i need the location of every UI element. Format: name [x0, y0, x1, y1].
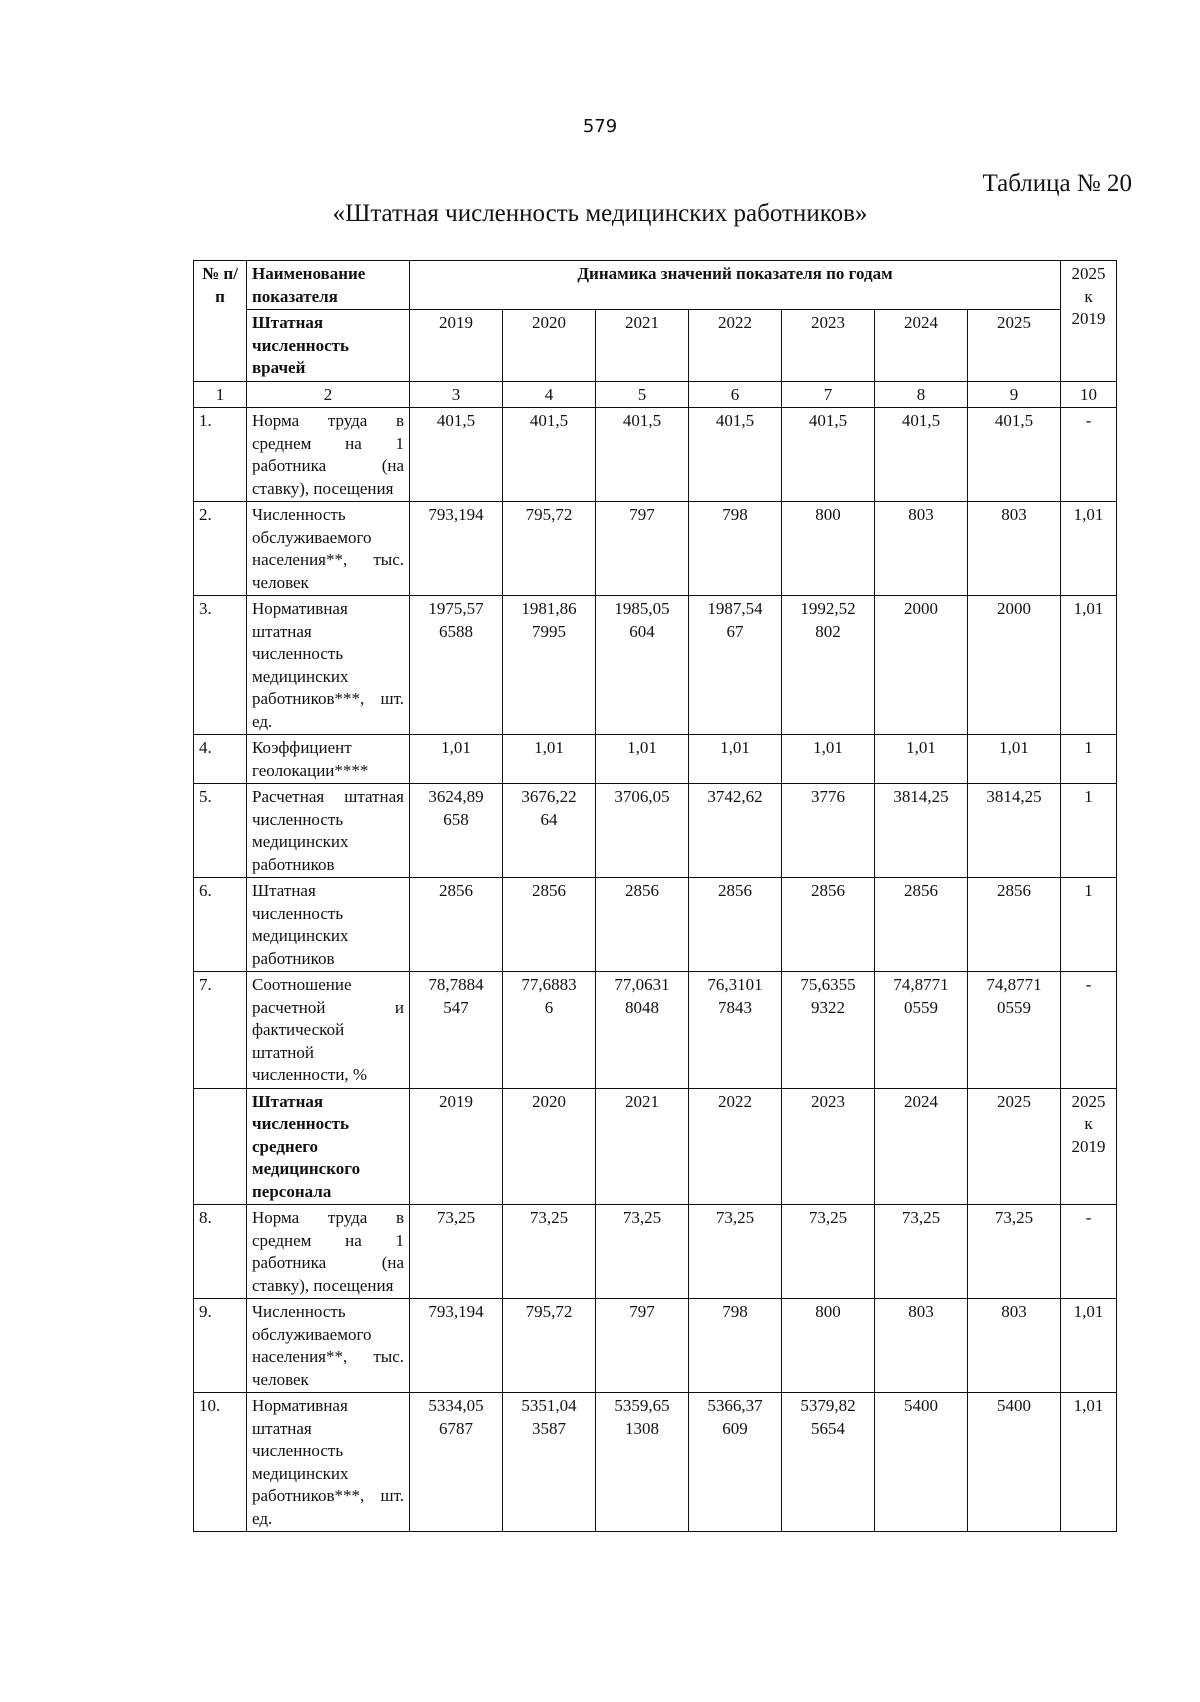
value-cell	[968, 1299, 1061, 1393]
value-text: 3776	[811, 787, 845, 806]
row-ratio: 1,01	[1061, 502, 1117, 596]
row-name: Норма труда в среднем на 1 работника (на ставку), посещения	[247, 408, 410, 502]
section-ratio: 2025 к 2019	[1061, 1088, 1117, 1205]
row-name: Расчетная штатная численность медицинских работников	[247, 784, 410, 878]
row-name: Соотношение расчетной и фактической штатной численности, %	[247, 972, 410, 1089]
value-text: 401,5	[808, 411, 848, 430]
header-year: 2023	[782, 310, 875, 382]
value-cell	[689, 408, 782, 502]
value-text: 5334,05 6787	[428, 1396, 484, 1438]
value-text: 803	[1001, 505, 1027, 524]
value-cell	[689, 735, 782, 784]
value-cell	[596, 878, 689, 972]
value-cell	[875, 408, 968, 502]
row-ratio: -	[1061, 408, 1117, 502]
value-cell	[875, 972, 968, 1089]
value-cell	[875, 1205, 968, 1299]
row-ratio: -	[1061, 1205, 1117, 1299]
row-number: 9.	[194, 1299, 247, 1393]
header-name: Наименование показателя	[247, 261, 410, 310]
value-cell	[689, 502, 782, 596]
value-cell	[410, 878, 503, 972]
value-text: 5400	[904, 1396, 938, 1415]
value-text: 401,5	[529, 411, 569, 430]
value-text: 1,01	[906, 738, 936, 757]
value-text: 1975,57 6588	[428, 599, 484, 641]
value-cell	[503, 596, 596, 735]
value-cell	[689, 972, 782, 1089]
value-cell	[410, 1205, 503, 1299]
value-cell	[968, 1393, 1061, 1532]
row-name: Численность обслуживаемого населения**, тыс. человек	[247, 1299, 410, 1393]
value-text: 803	[1001, 1302, 1027, 1321]
value-text: 1992,52 802	[800, 599, 856, 641]
header-year: 2020	[503, 310, 596, 382]
section-year: 2019	[410, 1088, 503, 1205]
row-number: 2.	[194, 502, 247, 596]
value-text: 75,6355 9322	[800, 975, 856, 1017]
value-cell	[782, 408, 875, 502]
value-text: 401,5	[715, 411, 755, 430]
value-text: 1,01	[999, 738, 1029, 757]
value-cell	[503, 784, 596, 878]
value-cell	[503, 1299, 596, 1393]
row-ratio: 1	[1061, 784, 1117, 878]
value-text: 5359,65 1308	[614, 1396, 670, 1438]
page-number: 579	[582, 116, 618, 137]
table-row	[194, 878, 1117, 972]
value-cell	[782, 972, 875, 1089]
header-ratio: 2025 к 2019	[1061, 261, 1117, 382]
table-row	[194, 735, 1117, 784]
row-name: Штатная численность медицинских работников	[247, 878, 410, 972]
row-ratio: 1	[1061, 735, 1117, 784]
column-number: 10	[1061, 381, 1117, 408]
value-text: 73,25	[436, 1208, 476, 1227]
value-text: 3814,25	[986, 787, 1042, 806]
column-number: 7	[782, 381, 875, 408]
value-text: 73,25	[808, 1208, 848, 1227]
value-cell	[875, 784, 968, 878]
value-text: 803	[908, 1302, 934, 1321]
value-cell	[689, 784, 782, 878]
column-number: 1	[194, 381, 247, 408]
value-cell	[596, 1393, 689, 1532]
value-cell	[782, 596, 875, 735]
row-ratio: 1,01	[1061, 1299, 1117, 1393]
section-year: 2020	[503, 1088, 596, 1205]
value-text: 401,5	[994, 411, 1034, 430]
row-number: 8.	[194, 1205, 247, 1299]
value-cell	[968, 596, 1061, 735]
value-cell	[410, 1393, 503, 1532]
row-name: Нормативная штатная численность медицинских работников***, шт. ед.	[247, 1393, 410, 1532]
column-number: 2	[247, 381, 410, 408]
value-text: 3624,89 658	[428, 787, 484, 829]
value-text: 795,72	[525, 505, 573, 524]
column-number: 3	[410, 381, 503, 408]
value-cell	[410, 408, 503, 502]
document-title: «Штатная численность медицинских работников»	[332, 200, 868, 227]
value-text: 2000	[904, 599, 938, 618]
value-cell	[503, 735, 596, 784]
value-text: 3742,62	[707, 787, 763, 806]
value-cell	[503, 502, 596, 596]
value-cell	[410, 735, 503, 784]
value-text: 1985,05 604	[614, 599, 670, 641]
table-row	[194, 1205, 1117, 1299]
value-cell	[689, 878, 782, 972]
value-text: 77,0631 8048	[614, 975, 670, 1017]
value-text: 74,8771 0559	[986, 975, 1042, 1017]
value-text: 797	[629, 505, 655, 524]
value-text: 3706,05	[614, 787, 670, 806]
value-text: 2856	[625, 881, 659, 900]
value-cell	[875, 502, 968, 596]
row-name: Численность обслуживаемого населения**, тыс. человек	[247, 502, 410, 596]
section-title-nurses: Штатная численность среднего медицинского персонала	[247, 1088, 410, 1205]
table-row	[194, 596, 1117, 735]
table-row	[194, 1299, 1117, 1393]
value-cell	[596, 735, 689, 784]
value-text: 2856	[811, 881, 845, 900]
value-cell	[782, 878, 875, 972]
value-text: 800	[815, 1302, 841, 1321]
value-text: 3676,22 64	[521, 787, 577, 829]
value-text: 793,194	[428, 505, 484, 524]
column-number: 6	[689, 381, 782, 408]
value-cell	[782, 735, 875, 784]
row-ratio: 1,01	[1061, 596, 1117, 735]
section-header-row	[194, 1088, 1117, 1205]
value-text: 2856	[718, 881, 752, 900]
value-text: 1987,54 67	[707, 599, 763, 641]
row-ratio: 1	[1061, 878, 1117, 972]
value-cell	[782, 784, 875, 878]
row-name: Коэффициент геолокации****	[247, 735, 410, 784]
value-text: 5379,82 5654	[800, 1396, 856, 1438]
header-year: 2019	[410, 310, 503, 382]
value-text: 76,3101 7843	[707, 975, 763, 1017]
header-row-2	[194, 310, 1117, 382]
value-cell	[596, 1299, 689, 1393]
value-text: 2856	[904, 881, 938, 900]
value-text: 5351,04 3587	[521, 1396, 577, 1438]
value-cell	[410, 972, 503, 1089]
value-text: 797	[629, 1302, 655, 1321]
value-cell	[968, 408, 1061, 502]
header-row-1	[194, 261, 1117, 310]
value-cell	[410, 502, 503, 596]
section-year: 2023	[782, 1088, 875, 1205]
value-cell	[410, 596, 503, 735]
value-cell	[410, 784, 503, 878]
value-text: 78,7884 547	[428, 975, 484, 1017]
value-cell	[875, 735, 968, 784]
row-name: Нормативная штатная численность медицинских работников***, шт. ед.	[247, 596, 410, 735]
section-year: 2022	[689, 1088, 782, 1205]
column-number: 5	[596, 381, 689, 408]
row-number: 5.	[194, 784, 247, 878]
value-text: 800	[815, 505, 841, 524]
value-cell	[782, 1205, 875, 1299]
value-text: 73,25	[715, 1208, 755, 1227]
value-cell	[596, 784, 689, 878]
column-number: 4	[503, 381, 596, 408]
value-text: 1,01	[441, 738, 471, 757]
value-cell	[689, 1205, 782, 1299]
row-number: 3.	[194, 596, 247, 735]
value-cell	[968, 784, 1061, 878]
value-cell	[782, 1299, 875, 1393]
header-year: 2025	[968, 310, 1061, 382]
header-num: № п/п	[194, 261, 247, 382]
value-cell	[689, 1299, 782, 1393]
value-cell	[503, 1205, 596, 1299]
table-row	[194, 1393, 1117, 1532]
table-row	[194, 502, 1117, 596]
value-text: 798	[722, 1302, 748, 1321]
value-cell	[875, 1393, 968, 1532]
value-text: 2000	[997, 599, 1032, 618]
row-number: 10.	[194, 1393, 247, 1532]
value-cell	[503, 408, 596, 502]
row-ratio: 1,01	[1061, 1393, 1117, 1532]
value-cell	[503, 972, 596, 1089]
section-title-doctors: Штатная численность врачей	[247, 310, 410, 382]
value-cell	[782, 1393, 875, 1532]
value-cell	[503, 878, 596, 972]
value-cell	[596, 596, 689, 735]
column-number: 8	[875, 381, 968, 408]
value-cell	[596, 408, 689, 502]
section-year: 2024	[875, 1088, 968, 1205]
value-cell	[968, 502, 1061, 596]
value-text: 401,5	[622, 411, 662, 430]
value-cell	[596, 972, 689, 1089]
row-number: 1.	[194, 408, 247, 502]
value-text: 2856	[439, 881, 473, 900]
section-year: 2021	[596, 1088, 689, 1205]
value-text: 1,01	[813, 738, 843, 757]
value-text: 2856	[997, 881, 1032, 900]
table-label: Таблица № 20	[982, 170, 1132, 197]
value-text: 5366,37 609	[707, 1396, 763, 1438]
value-cell	[968, 878, 1061, 972]
row-name: Норма труда в среднем на 1 работника (на ставку), посещения	[247, 1205, 410, 1299]
value-text: 2856	[532, 881, 566, 900]
value-text: 73,25	[529, 1208, 569, 1227]
table-row	[194, 408, 1117, 502]
value-text: 5400	[997, 1396, 1032, 1415]
value-cell	[596, 1205, 689, 1299]
value-text: 1981,86 7995	[521, 599, 577, 641]
value-cell	[689, 1393, 782, 1532]
value-text: 74,8771 0559	[893, 975, 949, 1017]
value-cell	[875, 878, 968, 972]
row-number: 7.	[194, 972, 247, 1089]
header-year: 2021	[596, 310, 689, 382]
row-number: 6.	[194, 878, 247, 972]
value-text: 795,72	[525, 1302, 573, 1321]
value-text: 798	[722, 505, 748, 524]
value-cell	[782, 502, 875, 596]
section-year: 2025	[968, 1088, 1061, 1205]
empty-cell	[194, 1088, 247, 1205]
value-cell	[875, 1299, 968, 1393]
table-row	[194, 784, 1117, 878]
row-number: 4.	[194, 735, 247, 784]
column-number: 9	[968, 381, 1061, 408]
value-cell	[596, 502, 689, 596]
value-cell	[875, 596, 968, 735]
header-year: 2024	[875, 310, 968, 382]
header-year: 2022	[689, 310, 782, 382]
table-row	[194, 972, 1117, 1089]
value-cell	[689, 596, 782, 735]
value-text: 803	[908, 505, 934, 524]
value-text: 401,5	[436, 411, 476, 430]
value-text: 3814,25	[893, 787, 949, 806]
column-number-row	[194, 381, 1117, 408]
staffing-table	[193, 260, 1117, 1532]
value-cell	[968, 972, 1061, 1089]
value-text: 1,01	[534, 738, 564, 757]
value-text: 401,5	[901, 411, 941, 430]
value-text: 77,6883 6	[521, 975, 577, 1017]
header-dynamics: Динамика значений показателя по годам	[410, 261, 1061, 310]
row-ratio: -	[1061, 972, 1117, 1089]
value-text: 73,25	[901, 1208, 941, 1227]
value-text: 1,01	[720, 738, 750, 757]
value-cell	[968, 735, 1061, 784]
value-text: 73,25	[994, 1208, 1034, 1227]
value-cell	[410, 1299, 503, 1393]
value-text: 1,01	[627, 738, 657, 757]
value-text: 73,25	[622, 1208, 662, 1227]
value-cell	[503, 1393, 596, 1532]
value-text: 793,194	[428, 1302, 484, 1321]
value-cell	[968, 1205, 1061, 1299]
